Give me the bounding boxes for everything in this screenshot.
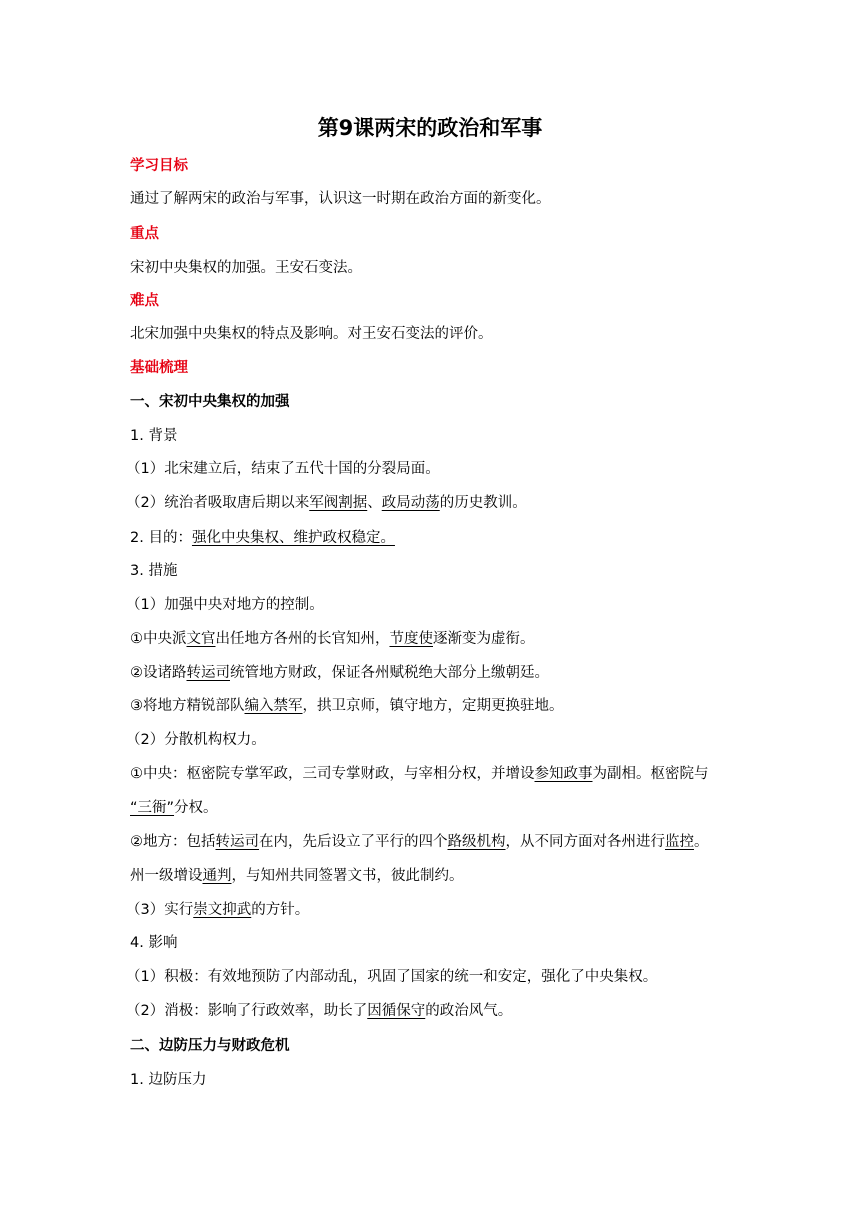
document-title: 第9课两宋的政治和军事 (317, 116, 543, 140)
impact-positive: （1）积极：有效地预防了内部动乱，巩固了国家的统一和安定，强化了中央集权。 (126, 969, 658, 985)
goal-text: 通过了解两宋的政治与军事，认识这一时期在政治方面的新变化。 (130, 191, 551, 207)
measure-2: （2）分散机构权力。 (126, 732, 266, 748)
key-text: 宋初中央集权的加强。王安石变法。 (130, 260, 362, 276)
measure-1c: ③将地方精锐部队编入禁军，拱卫京师，镇守地方，定期更换驻地。 (130, 698, 564, 714)
background-label: 1. 背景 (130, 428, 178, 444)
goal-heading: 学习目标 (130, 158, 188, 174)
background-item-1: （1）北宋建立后，结束了五代十国的分裂局面。 (126, 461, 440, 477)
measure-1: （1）加强中央对地方的控制。 (126, 597, 324, 613)
part1-heading: 一、宋初中央集权的加强 (130, 394, 290, 410)
key-heading: 重点 (130, 226, 159, 242)
difficulty-text: 北宋加强中央集权的特点及影响。对王安石变法的评价。 (130, 326, 493, 342)
background-item-2: （2）统治者吸取唐后期以来军阀割据、政局动荡的历史教训。 (126, 495, 527, 511)
measure-2b-cont: 州一级增设通判，与知州共同签署文书，彼此制约。 (130, 868, 464, 884)
purpose-line: 2. 目的：强化中央集权、维护政权稳定。 (130, 530, 395, 546)
difficulty-heading: 难点 (130, 293, 159, 309)
measure-2a-cont: “三衙”分权。 (130, 800, 218, 816)
impact-label: 4. 影响 (130, 935, 178, 951)
measure-2b: ②地方：包括转运司在内，先后设立了平行的四个路级机构，从不同方面对各州进行监控。 (130, 834, 709, 850)
part2-heading: 二、边防压力与财政危机 (130, 1038, 290, 1054)
measure-1a: ①中央派文官出任地方各州的长官知州，节度使逐渐变为虚衔。 (130, 631, 535, 647)
measure-3: （3）实行崇文抑武的方针。 (126, 902, 310, 918)
measure-2a: ①中央：枢密院专掌军政，三司专掌财政，与宰相分权，并增设参知政事为副相。枢密院与 (130, 766, 709, 782)
measure-1b: ②设诸路转运司统管地方财政，保证各州赋税绝大部分上缴朝廷。 (130, 665, 549, 681)
measures-label: 3. 措施 (130, 563, 178, 579)
basics-heading: 基础梳理 (130, 360, 188, 376)
part2-item-1: 1. 边防压力 (130, 1072, 207, 1088)
impact-negative: （2）消极：影响了行政效率，助长了因循保守的政治风气。 (126, 1003, 513, 1019)
